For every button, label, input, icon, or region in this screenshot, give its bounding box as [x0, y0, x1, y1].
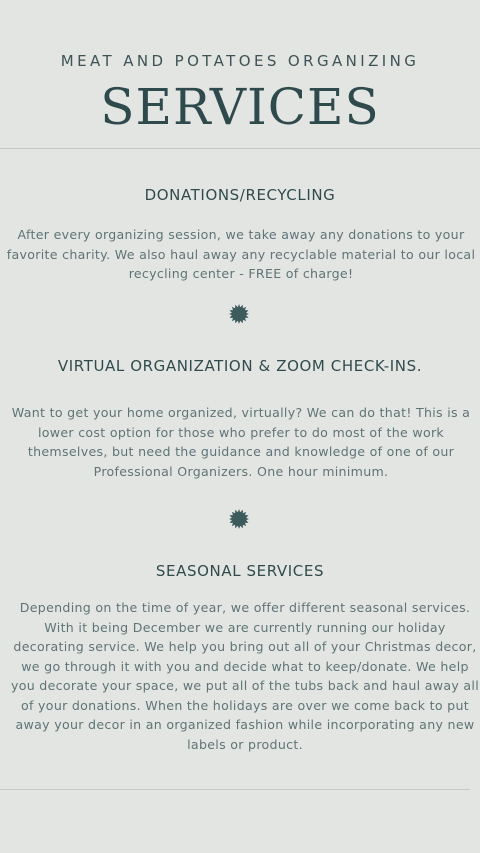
section-body-seasonal: Depending on the time of year, we offer different seasonal services. With it being December we are currently running our holiday decorating service. We help you bring out all of your Christmas decor, we go through it with you and decide what to keep/donate. We help you decorate your space, we put all of the tubs back and haul away all of your donations. When the holidays are over we come back to put away your decor in an organized fashion while incorporating any new labels or product.	[10, 600, 480, 752]
section-body-donations: After every organizing session, we take away any donations to your favorite charity. We also haul away any recyclable material to our local recycling center - FREE of charge!	[6, 227, 476, 281]
bottom-divider	[0, 789, 470, 790]
starburst-icon	[229, 304, 249, 324]
section-body-virtual: Want to get your home organized, virtually? We can do that! This is a lower cost option for those who prefer to do most of the work themselves, but need the guidance and knowledge of one of our Professional Organizers. One hour minimum.	[11, 405, 471, 479]
page-title: SERVICES	[100, 78, 380, 136]
section-heading-donations: DONATIONS/RECYCLING	[144, 186, 336, 204]
brand-kicker: MEAT AND POTATOES ORGANIZING	[60, 52, 420, 70]
section-heading-virtual: VIRTUAL ORGANIZATION & ZOOM CHECK-INS.	[57, 357, 423, 375]
starburst-icon	[229, 509, 249, 529]
top-divider	[0, 148, 480, 149]
section-heading-seasonal: SEASONAL SERVICES	[155, 562, 325, 580]
